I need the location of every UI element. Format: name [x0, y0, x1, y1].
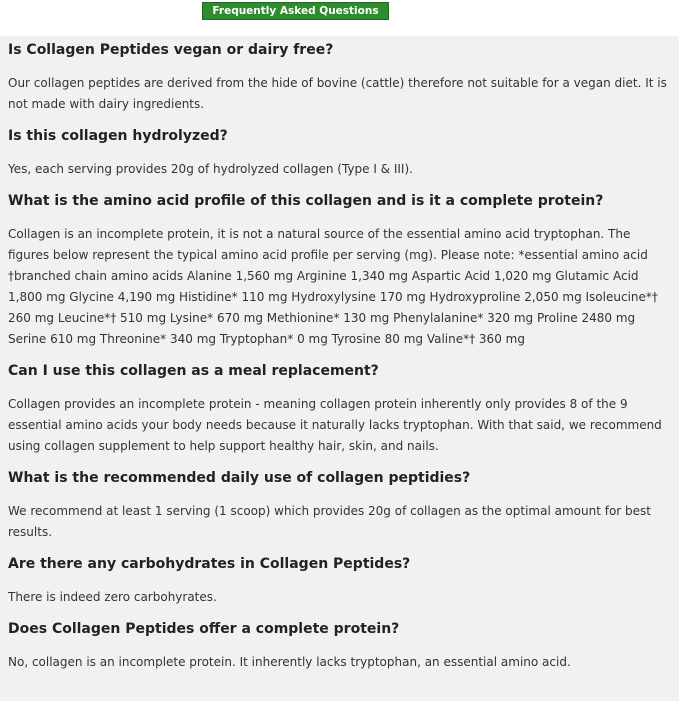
faq-question: What is the amino acid profile of this collagen and is it a complete protein? — [8, 193, 604, 209]
faq-panel — [0, 36, 679, 701]
faq-item-daily-use — [8, 469, 671, 543]
faq-item-complete-protein — [8, 620, 671, 673]
faq-answer: Yes, each serving provides 20g of hydrolyzed collagen (Type I & III). — [8, 162, 413, 176]
faq-question: Does Collagen Peptides offer a complete protein? — [8, 621, 400, 637]
faq-question: Can I use this collagen as a meal replacement? — [8, 363, 379, 379]
faq-answer: Collagen is an incomplete protein, it is not a natural source of the essential amino acid tryptophan. The figures below represent the typical amino acid profile per serving (mg). Please note: *essential amino acid †branched chain amino acids Alanine 1,560 mg Arginine 1,340 mg Aspartic Acid 1,020 mg Glutamic Acid 1,800 mg Glycine 4,190 mg Histidine* 110 mg Hydroxylysine 170 mg Hydroxyproline 2,050 mg Isoleucine*† 260 mg Leucine*† 510 mg Lysine* 670 mg Methionine* 130 mg Phenylalanine* 320 mg Proline 2480 mg Serine 610 mg Threonine* 340 mg Tryptophan* 0 mg Tyrosine 80 mg Valine*† 360 mg — [8, 227, 658, 346]
faq-question: Is this collagen hydrolyzed? — [8, 128, 228, 144]
faq-header-badge: Frequently Asked Questions — [202, 2, 389, 20]
faq-answer: There is indeed zero carbohyrates. — [8, 590, 217, 604]
faq-item-meal-replacement — [8, 362, 671, 457]
faq-answer: Collagen provides an incomplete protein - meaning collagen protein inherently only provides 8 of the 9 essential amino acids your body needs because it naturally lacks tryptophan. With that said, we recommend using collagen supplement to help support healthy hair, skin, and nails. — [8, 397, 662, 453]
faq-question: What is the recommended daily use of collagen peptidies? — [8, 470, 471, 486]
faq-item-vegan — [8, 41, 671, 115]
faq-question: Is Collagen Peptides vegan or dairy free? — [8, 42, 334, 58]
faq-item-carbohydrates — [8, 555, 671, 608]
faq-item-hydrolyzed — [8, 127, 671, 180]
faq-answer: No, collagen is an incomplete protein. It inherently lacks tryptophan, an essential amino acid. — [8, 655, 571, 669]
faq-question: Are there any carbohydrates in Collagen Peptides? — [8, 556, 411, 572]
faq-answer: Our collagen peptides are derived from the hide of bovine (cattle) therefore not suitable for a vegan diet. It is not made with dairy ingredients. — [8, 76, 667, 111]
faq-item-amino-acid-profile — [8, 192, 671, 350]
faq-answer: We recommend at least 1 serving (1 scoop) which provides 20g of collagen as the optimal amount for best results. — [8, 504, 652, 539]
